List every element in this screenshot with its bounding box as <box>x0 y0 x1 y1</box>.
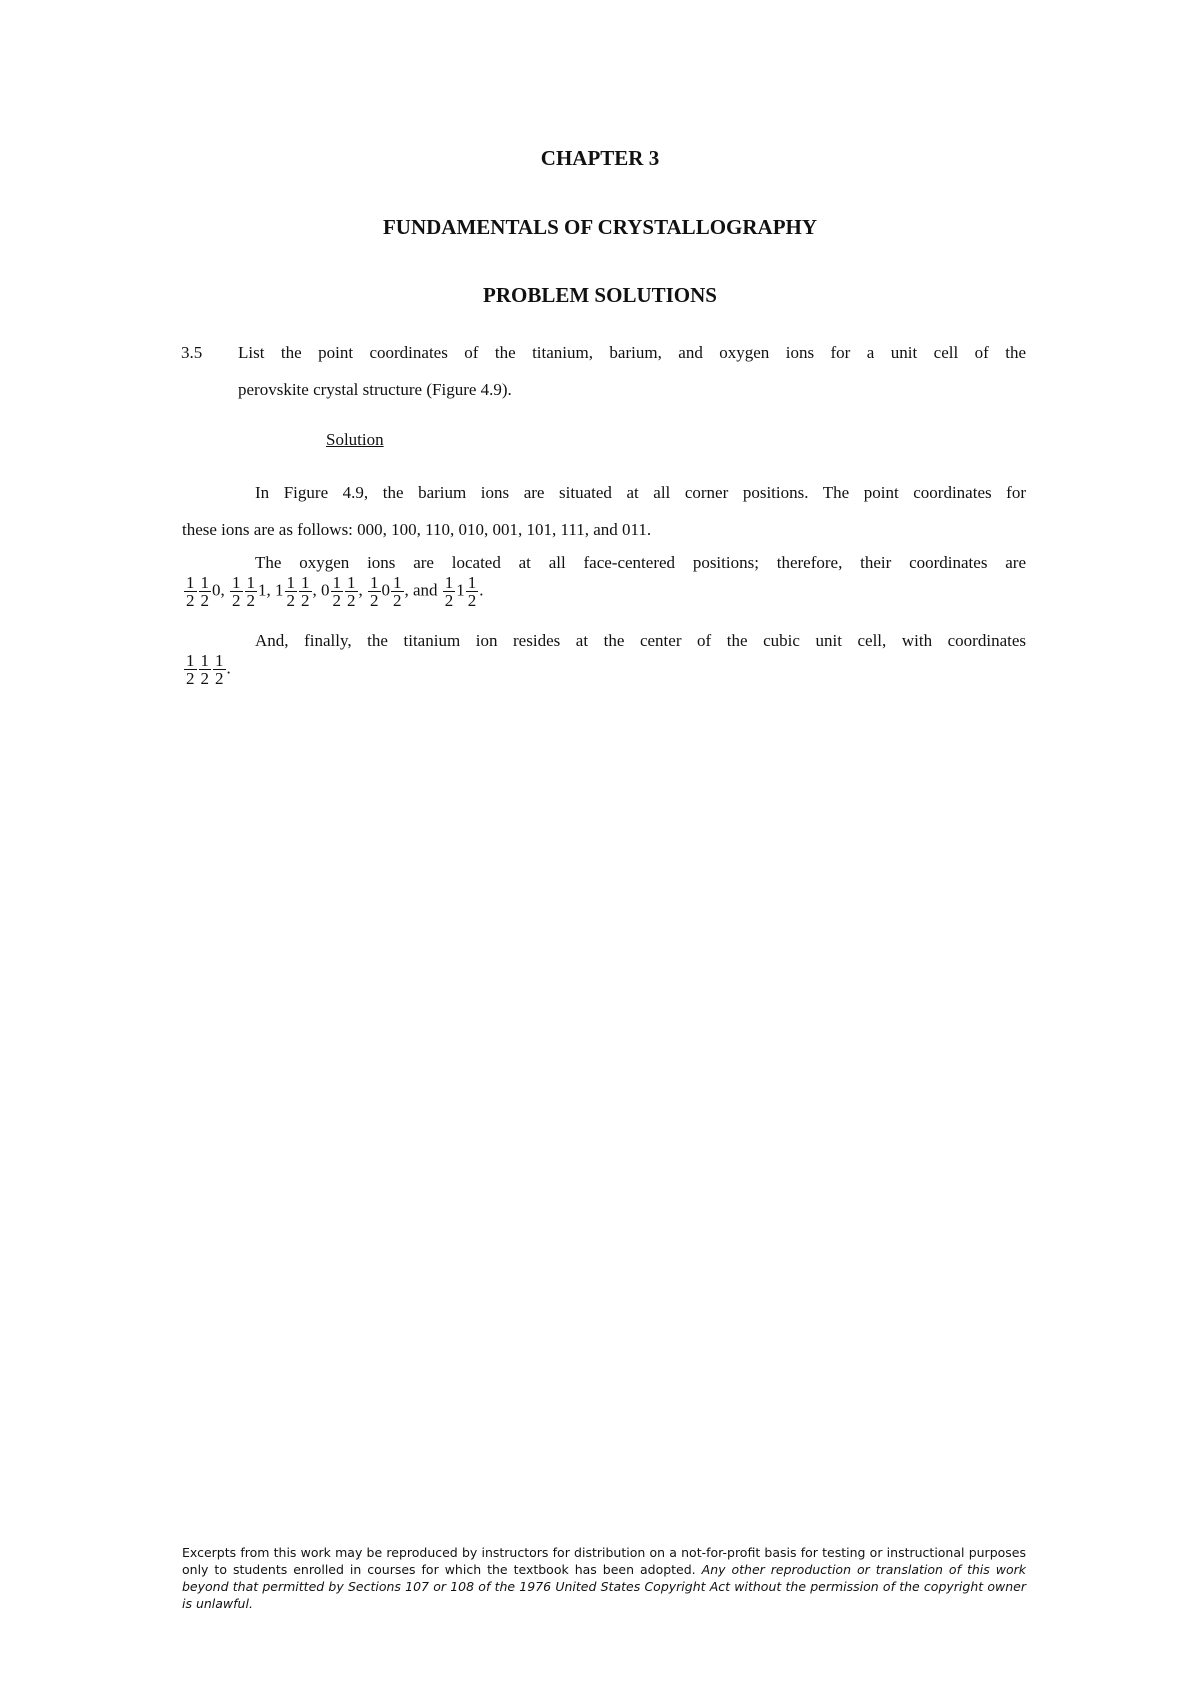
fraction: $\frac{1}{2}$ <box>232 573 241 610</box>
copyright-footer <box>182 1544 1026 1612</box>
fraction: $\frac{1}{2}$ <box>200 573 209 610</box>
para1-line2: these ions are as follows: 000, 100, 110, 010, 001, 101, 111, and 011. <box>182 520 652 539</box>
subject-title: FUNDAMENTALS OF CRYSTALLOGRAPHY <box>382 215 818 239</box>
fraction: $\frac{1}{2}$ <box>286 573 295 610</box>
problem-number: 3.5 <box>181 343 203 362</box>
fraction: $\frac{1}{2}$ <box>186 651 195 688</box>
para1-line1: In Figure 4.9, the barium ions are situated at all corner positions. The point coordinates for <box>255 483 1026 502</box>
section-title: PROBLEM SOLUTIONS <box>483 283 717 307</box>
problem-text-line2: perovskite crystal structure (Figure 4.9). <box>238 380 512 399</box>
fraction: $\frac{1}{2}$ <box>347 573 356 610</box>
fraction: $\frac{1}{2}$ <box>370 573 379 610</box>
para3-line1: And, finally, the titanium ion resides at the center of the cubic unit cell, with coordinates <box>255 631 1026 650</box>
fraction: $\frac{1}{2}$ <box>393 573 402 610</box>
fraction: $\frac{1}{2}$ <box>246 573 255 610</box>
footer-italic: Any other reproduction or translation of this work beyond that permitted by Sections 107 or 108 of the 1976 United States Copyright Act without the permission of the copyright owner is unlawful. <box>182 1562 1026 1611</box>
fraction: $\frac{1}{2}$ <box>467 573 477 610</box>
problem-text-line1: List the point coordinates of the titanium, barium, and oxygen ions for a unit cell of the <box>238 343 1026 362</box>
oxygen-coordinates: $\frac{1}{2}$ $\frac{1}{2}$ 0, $\frac{1}{2}$ $\frac{1}{2}$ 1, 1 $\frac{1}{2}$ $\frac{1}{2}$ , 0 $\frac{1}{2}$ $\frac{1}{2}$ , $\frac{1}{2}$ 0 $\frac{1}{2}$ , and $\frac{1}{2}$ 1 $\frac{1}{2}$ . <box>186 573 484 610</box>
solution-heading: Solution <box>326 430 384 449</box>
chapter-title: CHAPTER 3 <box>540 146 660 170</box>
para2-line1: The oxygen ions are located at all face-centered positions; therefore, their coordinates are <box>255 553 1026 572</box>
fraction: $\frac{1}{2}$ <box>444 573 454 610</box>
fraction: $\frac{1}{2}$ <box>215 651 224 688</box>
fraction: $\frac{1}{2}$ <box>332 573 341 610</box>
fraction: $\frac{1}{2}$ <box>186 573 195 610</box>
fraction: $\frac{1}{2}$ <box>200 651 209 688</box>
footer-normal: Excerpts from this work may be reproduced by instructors for distribution on a not-for-profit basis for testing or instructional purposes only to students enrolled in courses for which the textbook has been adopted. <box>182 1545 1026 1577</box>
titanium-coordinates: $\frac{1}{2}$ $\frac{1}{2}$ $\frac{1}{2}$ . <box>186 651 231 688</box>
fraction: $\frac{1}{2}$ <box>301 573 310 610</box>
